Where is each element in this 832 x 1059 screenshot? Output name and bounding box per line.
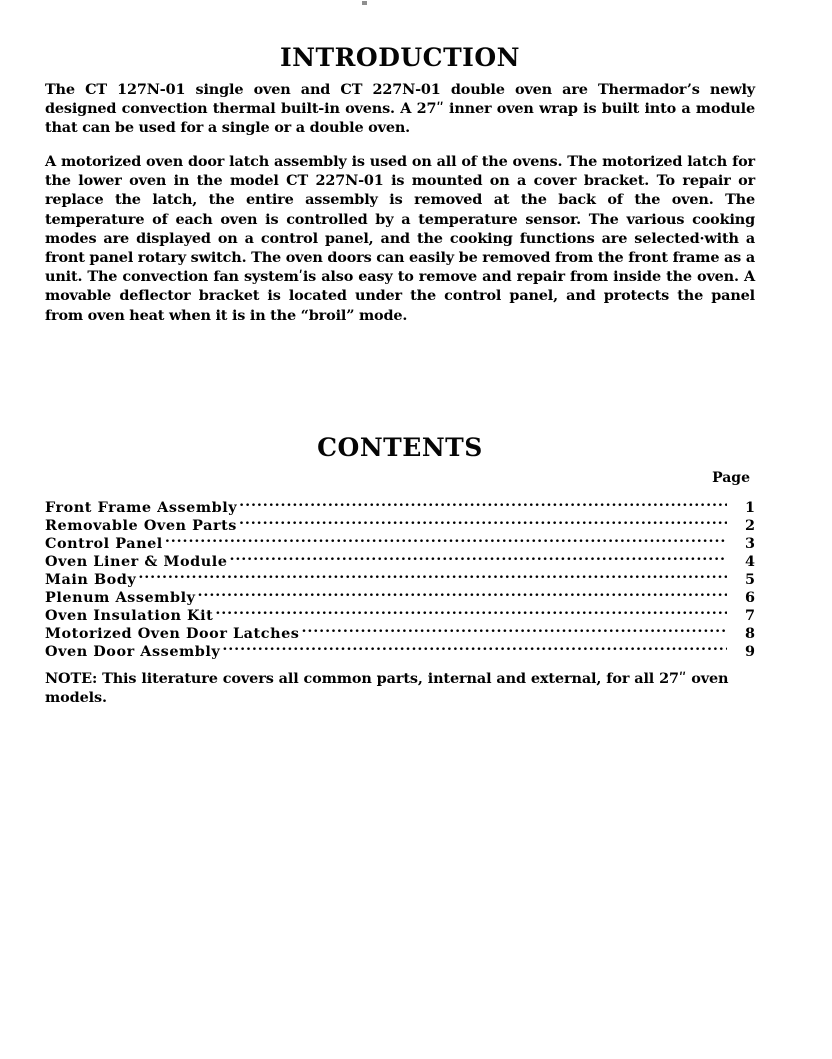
toc-entry-page-number: 9 <box>744 643 755 660</box>
toc-entry-page-number: 1 <box>744 499 755 516</box>
introduction-paragraph-1 <box>45 80 755 138</box>
toc-entry-title: Removable Oven Parts <box>45 517 237 534</box>
paragraph-text: The CT 127N-01 single oven and CT 227N-01 double oven are Thermador’s newly designed convection thermal built-in ovens. A 27ʺ inner oven wrap is built into a module that can be used for a single or a double oven. <box>45 81 755 137</box>
contents-heading: CONTENTS <box>317 433 483 462</box>
toc-entry-page-number: 2 <box>744 517 755 534</box>
toc-dot-leader <box>239 512 727 530</box>
toc-entry-page-number: 7 <box>744 607 755 624</box>
toc-dot-leader <box>239 494 727 512</box>
table-of-contents <box>45 494 755 660</box>
toc-dot-leader <box>165 530 727 548</box>
toc-entry-title: Front Frame Assembly <box>45 499 238 516</box>
toc-entry-page-number: 6 <box>744 589 755 606</box>
toc-entry-page-number: 8 <box>744 625 755 642</box>
toc-dot-leader <box>215 602 727 620</box>
toc-entry-plenum-assembly[interactable] <box>45 584 755 606</box>
toc-entry-page-number: 4 <box>744 553 755 570</box>
toc-entry-title: Oven Door Assembly <box>45 643 221 660</box>
toc-entry-title: Main Body <box>45 571 137 588</box>
toc-dot-leader <box>138 566 727 584</box>
toc-dot-leader <box>301 620 727 638</box>
paragraph-text: A motorized oven door latch assembly is used on all of the ovens. The motorized latch for the lower oven in the model CT 227N-01 is mounted on a cover bracket. To repair or replace the latch, the entire assembly is removed at the back of the oven. The temperature of each oven is controlled by a temperature sensor. The various cooking modes are displayed on a control panel, and the cooking functions are selected·with a front panel rotary switch. The oven doors can easily be removed from the front frame as a unit. The convection fan systemʹis also easy to remove and repair from inside the oven. A movable deflector bracket is located under the control panel, and protects the panel from oven heat when it is in the “broil” mode. <box>45 153 755 324</box>
contents-page-column-label: Page <box>712 470 750 486</box>
toc-entry-page-number: 3 <box>744 535 755 552</box>
toc-entry-title: Oven Liner & Module <box>45 553 228 570</box>
toc-dot-leader <box>222 638 727 656</box>
introduction-paragraph-2 <box>45 152 755 325</box>
contents-note: NOTE: This literature covers all common parts, internal and external, for all 27ʺ oven models. <box>45 670 729 706</box>
toc-entry-title: Control Panel <box>45 535 163 552</box>
toc-entry-title: Oven Insulation Kit <box>45 607 214 624</box>
toc-entry-front-frame-assembly[interactable] <box>45 494 755 516</box>
toc-entry-title: Plenum Assembly <box>45 589 196 606</box>
toc-entry-main-body[interactable] <box>45 566 755 588</box>
toc-entry-page-number: 5 <box>744 571 755 588</box>
introduction-heading: INTRODUCTION <box>279 43 520 72</box>
toc-dot-leader <box>198 584 728 602</box>
scan-artifact-speck <box>362 1 367 5</box>
toc-entry-title: Motorized Oven Door Latches <box>45 625 300 642</box>
toc-dot-leader <box>229 548 727 566</box>
